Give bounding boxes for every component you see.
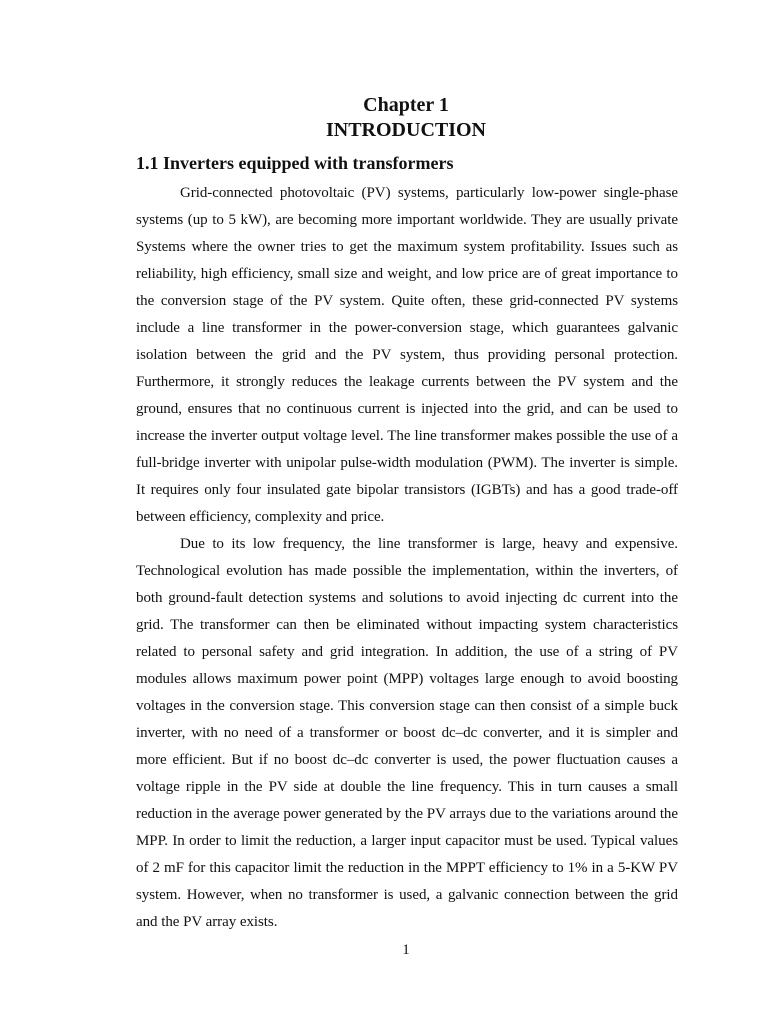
chapter-title: INTRODUCTION [325,119,487,141]
page-number: 1 [402,942,410,958]
body-text [136,180,678,936]
paragraph-2: Due to its low frequency, the line transformer is large, heavy and expensive. Technological evolution has made possible the implementation, within the inverters, of both ground-fault detection systems and solutions to avoid injecting dc current into the grid. The transformer can then be eliminated without impacting system characteristics related to personal safety and grid integration. In addition, the use of a string of PV modules allows maximum power point (MPP) voltages large enough to avoid boosting voltages in the conversion stage. This conversion stage can then consist of a simple buck inverter, with no need of a transformer or boost dc–dc converter, and it is simpler and more efficient. But if no boost dc–dc converter is used, the power fluctuation causes a voltage ripple in the PV side at double the line frequency. This in turn causes a small reduction in the average power generated by the PV arrays due to the variations around the MPP. In order to limit the reduction, a larger input capacitor must be used. Typical values of 2 mF for this capacitor limit the reduction in the MPPT efficiency to 1% in a 5-KW PV system. However, when no transformer is used, a galvanic connection between the grid and the PV array exists. [136,536,678,930]
chapter-label: Chapter 1 [363,94,449,116]
paragraph-1: Grid-connected photovoltaic (PV) systems, particularly low-power single-phase systems (up to 5 kW), are becoming more important worldwide. They are usually private Systems where the owner tries to get the maximum system profitability. Issues such as reliability, high efficiency, small size and weight, and low price are of great importance to the conversion stage of the PV system. Quite often, these grid-connected PV systems include a line transformer in the power-conversion stage, which guarantees galvanic isolation between the grid and the PV system, thus providing personal protection. Furthermore, it strongly reduces the leakage currents between the PV system and the ground, ensures that no continuous current is injected into the grid, and can be used to increase the inverter output voltage level. The line transformer makes possible the use of a full-bridge inverter with unipolar pulse-width modulation (PWM). The inverter is simple. It requires only four insulated gate bipolar transistors (IGBTs) and has a good trade-off between efficiency, complexity and price. [136,185,678,525]
section-heading: 1.1 Inverters equipped with transformers [136,153,454,173]
